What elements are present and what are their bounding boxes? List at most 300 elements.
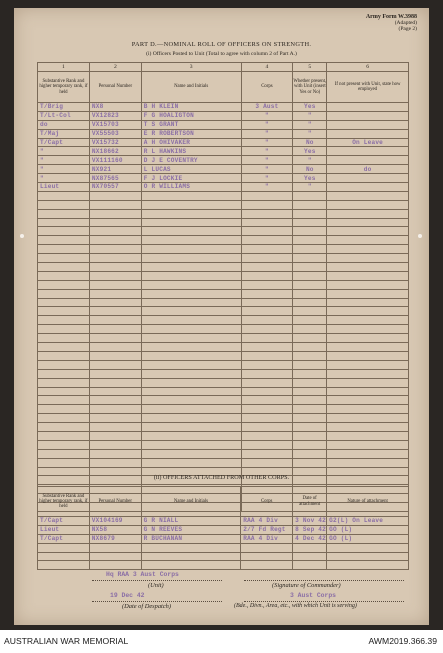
cell-employed (327, 396, 409, 405)
form-number-block (366, 14, 417, 33)
form-page: (Page 2) (398, 26, 417, 33)
cell-present (293, 325, 327, 334)
signature-line (244, 580, 404, 581)
cell-corps: " (241, 129, 293, 138)
cell-present (293, 227, 327, 236)
cell-rank: do (38, 120, 90, 129)
cell-number: VX15703 (89, 120, 141, 129)
cell-name: T S GRANT (141, 120, 241, 129)
cell-number (89, 360, 141, 369)
cell-present (293, 396, 327, 405)
cell-number: NX18662 (89, 147, 141, 156)
cell-rank (38, 360, 90, 369)
table-row (38, 129, 409, 138)
cell-present (293, 289, 327, 298)
cell-corps (241, 209, 293, 218)
column-number-row (38, 63, 409, 72)
cell-corps (241, 254, 293, 263)
cell-present (293, 271, 327, 280)
cell-present: No (293, 138, 327, 147)
attached-officers-table (37, 486, 409, 570)
cell-employed (327, 174, 409, 183)
cell-present (293, 387, 327, 396)
cell-name (141, 343, 241, 352)
table-row (38, 387, 409, 396)
table-row (38, 120, 409, 129)
cell-present (293, 191, 327, 200)
cell-corps (241, 334, 293, 343)
cell-employed (327, 369, 409, 378)
table-row (38, 218, 409, 227)
cell-date (293, 561, 327, 570)
cell-number (89, 552, 141, 561)
cell-number (89, 351, 141, 360)
cell-corps (241, 227, 293, 236)
cell-rank: T/Capt (38, 534, 90, 543)
cell-number (89, 431, 141, 440)
cell-number (89, 387, 141, 396)
cell-name (141, 191, 241, 200)
cell-rank (38, 325, 90, 334)
cell-number (89, 414, 141, 423)
table-row (38, 343, 409, 352)
cell-present (293, 254, 327, 263)
cell-present (293, 245, 327, 254)
cell-employed (327, 200, 409, 209)
cell-rank: " (38, 174, 90, 183)
cell-name (141, 271, 241, 280)
cell-date (293, 543, 327, 552)
cell-rank (38, 289, 90, 298)
cell-number (89, 334, 141, 343)
cell-date: 8 Sep 42 (293, 525, 327, 534)
cell-name (141, 423, 241, 432)
table-row (38, 138, 409, 147)
cell-corps (241, 449, 293, 458)
table-row (38, 431, 409, 440)
table-row (38, 271, 409, 280)
cell-present (293, 440, 327, 449)
cell-corps (241, 200, 293, 209)
table-row (38, 449, 409, 458)
cell-present: No (293, 165, 327, 174)
cell-corps (241, 378, 293, 387)
header-name: Name and Initials (141, 72, 241, 103)
unit-line (92, 580, 222, 581)
cell-rank (38, 343, 90, 352)
cell-present (293, 360, 327, 369)
cell-employed (327, 191, 409, 200)
cell-present (293, 263, 327, 272)
cell-nature (327, 552, 409, 561)
cell-rank: Lieut (38, 525, 90, 534)
cell-name (141, 561, 241, 570)
attached-title: (ii) OFFICERS ATTACHED FROM OTHER CORPS. (153, 474, 290, 481)
cell-rank: Lieut (38, 183, 90, 192)
cell-number (89, 271, 141, 280)
cell-name (141, 543, 241, 552)
cell-employed (327, 289, 409, 298)
cell-corps (241, 431, 293, 440)
cell-rank (38, 431, 90, 440)
table-row (38, 236, 409, 245)
cell-nature (327, 561, 409, 570)
table-row (38, 289, 409, 298)
cell-name (141, 360, 241, 369)
cell-name (141, 387, 241, 396)
cell-number (89, 378, 141, 387)
cell-rank (38, 209, 90, 218)
cell-rank (38, 280, 90, 289)
table-row (38, 191, 409, 200)
cell-corps: " (241, 120, 293, 129)
col-number: 4 (241, 63, 293, 72)
form-title: PART D.—NOMINAL ROLL OF OFFICERS ON STRENGTH. (131, 41, 312, 48)
cell-employed: do (327, 165, 409, 174)
cell-corps (241, 191, 293, 200)
cell-name (141, 458, 241, 467)
table-row (38, 111, 409, 120)
cell-nature (327, 543, 409, 552)
cell-number (89, 307, 141, 316)
cell-employed (327, 147, 409, 156)
cell-present (293, 414, 327, 423)
cell-employed (327, 316, 409, 325)
posted-officers-rows (38, 103, 409, 512)
cell-number (89, 209, 141, 218)
cell-corps (241, 423, 293, 432)
cell-name (141, 209, 241, 218)
cell-nature: GO (L) (327, 534, 409, 543)
cell-rank: T/Maj (38, 129, 90, 138)
cell-corps: " (241, 165, 293, 174)
cell-name: F G HOALIGTON (141, 111, 241, 120)
form-subtitle: (i) Officers Posted to Unit (Total to agree with column 2 of Part A.) (146, 51, 297, 57)
cell-rank (38, 396, 90, 405)
cell-employed (327, 360, 409, 369)
cell-name (141, 378, 241, 387)
cell-number: VX55503 (89, 129, 141, 138)
cell-present (293, 218, 327, 227)
cell-number (89, 343, 141, 352)
cell-number (89, 289, 141, 298)
cell-name (141, 334, 241, 343)
header-personal-number: Personal Number (89, 72, 141, 103)
cell-number (89, 254, 141, 263)
cell-present (293, 351, 327, 360)
despatch-date-value: 19 Dec 42 (110, 592, 145, 599)
cell-rank (38, 298, 90, 307)
cell-rank (38, 271, 90, 280)
army-form-page (14, 8, 429, 625)
cell-name (141, 351, 241, 360)
cell-name: G R NIALL (141, 517, 241, 526)
cell-rank: T/Lt-Col (38, 111, 90, 120)
col-number: 1 (38, 63, 90, 72)
table-row (38, 227, 409, 236)
cell-rank: " (38, 156, 90, 165)
cell-employed (327, 458, 409, 467)
cell-number: VX12823 (89, 111, 141, 120)
cell-corps (241, 271, 293, 280)
cell-employed (327, 120, 409, 129)
cell-name (141, 552, 241, 561)
cell-rank (38, 307, 90, 316)
cell-present (293, 431, 327, 440)
cell-corps (241, 325, 293, 334)
cell-present (293, 307, 327, 316)
cell-rank (38, 561, 90, 570)
cell-name (141, 289, 241, 298)
table-row (38, 245, 409, 254)
cell-number (89, 245, 141, 254)
cell-number: NX58 (89, 525, 141, 534)
cell-present: " (293, 129, 327, 138)
table-row (38, 156, 409, 165)
table-row (38, 423, 409, 432)
cell-corps (241, 396, 293, 405)
cell-present (293, 280, 327, 289)
table-row (38, 209, 409, 218)
table-row (38, 147, 409, 156)
cell-name: L LUCAS (141, 165, 241, 174)
cell-present (293, 405, 327, 414)
cell-name: O R WILLIAMS (141, 183, 241, 192)
cell-employed (327, 263, 409, 272)
cell-rank (38, 405, 90, 414)
cell-name (141, 440, 241, 449)
cell-corps (241, 245, 293, 254)
form-adapted: (Adapted) (394, 20, 417, 27)
form-number: Army Form W.3988 (365, 14, 417, 20)
cell-number (89, 280, 141, 289)
cell-number (89, 200, 141, 209)
cell-corps (241, 289, 293, 298)
cell-rank (38, 254, 90, 263)
table-row (38, 316, 409, 325)
col-number: 6 (327, 63, 409, 72)
cell-present: " (293, 111, 327, 120)
cell-employed (327, 387, 409, 396)
cell-corps (241, 405, 293, 414)
cell-present (293, 343, 327, 352)
cell-rank (38, 378, 90, 387)
cell-rank (38, 440, 90, 449)
cell-number (89, 316, 141, 325)
cell-number (89, 236, 141, 245)
header-date-attachment: Date of attachment (293, 487, 327, 517)
cell-name: R L HAWKINS (141, 147, 241, 156)
col-number: 2 (89, 63, 141, 72)
table-row (38, 307, 409, 316)
cell-rank (38, 351, 90, 360)
punch-hole (418, 234, 422, 238)
cell-employed (327, 280, 409, 289)
cell-number (89, 405, 141, 414)
cell-employed (327, 449, 409, 458)
column-header-row (38, 72, 409, 103)
cell-rank: " (38, 165, 90, 174)
cell-rank: T/Capt (38, 138, 90, 147)
cell-present: " (293, 156, 327, 165)
cell-employed (327, 307, 409, 316)
posted-officers-table (37, 62, 409, 512)
cell-employed (327, 156, 409, 165)
cell-corps (241, 263, 293, 272)
table-row (38, 325, 409, 334)
cell-nature: GO (L) (327, 525, 409, 534)
cell-name (141, 245, 241, 254)
cell-corps (241, 552, 293, 561)
cell-rank (38, 245, 90, 254)
date-label: (Date of Despatch) (122, 603, 171, 610)
cell-name: B H KLEIN (141, 103, 241, 112)
cell-number: VX15732 (89, 138, 141, 147)
cell-rank (38, 552, 90, 561)
cell-number: VX104169 (89, 517, 141, 526)
cell-corps (241, 343, 293, 352)
attached-header-row (38, 487, 409, 517)
cell-employed (327, 227, 409, 236)
cell-corps: " (241, 147, 293, 156)
cell-name (141, 227, 241, 236)
cell-number (89, 191, 141, 200)
cell-present (293, 298, 327, 307)
unit-value: Hq RAA 3 Aust Corps (106, 571, 179, 578)
cell-rank: T/Capt (38, 517, 90, 526)
cell-corps (241, 440, 293, 449)
cell-name (141, 325, 241, 334)
cell-employed (327, 431, 409, 440)
cell-present (293, 334, 327, 343)
table-row (38, 534, 409, 543)
cell-employed (327, 218, 409, 227)
cell-present (293, 236, 327, 245)
cell-present (293, 200, 327, 209)
table-row (38, 263, 409, 272)
cell-date: 4 Dec 42 (293, 534, 327, 543)
cell-rank (38, 423, 90, 432)
table-row (38, 552, 409, 561)
cell-name (141, 396, 241, 405)
cell-present (293, 449, 327, 458)
cell-corps: RAA 4 Div (241, 534, 293, 543)
cell-rank: " (38, 147, 90, 156)
cell-name (141, 369, 241, 378)
table-row (38, 351, 409, 360)
attached-officers-rows (38, 517, 409, 570)
cell-number: NX70557 (89, 183, 141, 192)
table-row (38, 254, 409, 263)
cell-rank (38, 227, 90, 236)
cell-corps (241, 414, 293, 423)
cell-number (89, 561, 141, 570)
date-line (92, 601, 222, 602)
cell-number: NX8 (89, 103, 141, 112)
cell-number (89, 325, 141, 334)
unit-label: (Unit) (148, 582, 164, 589)
cell-number: NX87565 (89, 174, 141, 183)
header-rank: Substantive Rank and higher temporary rank, if held (38, 72, 90, 103)
cell-corps (241, 316, 293, 325)
cell-number (89, 396, 141, 405)
cell-number (89, 449, 141, 458)
cell-date: 3 Nov 42 (293, 517, 327, 526)
cell-name (141, 405, 241, 414)
cell-name (141, 307, 241, 316)
punch-hole (20, 234, 24, 238)
cell-employed (327, 183, 409, 192)
table-row (38, 405, 409, 414)
cell-name: E R ROBERTSON (141, 129, 241, 138)
caption-source: AUSTRALIAN WAR MEMORIAL (4, 636, 129, 646)
cell-employed (327, 334, 409, 343)
table-row (38, 378, 409, 387)
cell-number (89, 298, 141, 307)
cell-number (89, 423, 141, 432)
cell-employed: On Leave (327, 138, 409, 147)
table-row (38, 440, 409, 449)
cell-employed (327, 414, 409, 423)
cell-corps (241, 360, 293, 369)
cell-employed (327, 351, 409, 360)
table-row (38, 525, 409, 534)
cell-number (89, 543, 141, 552)
cell-name (141, 431, 241, 440)
cell-corps (241, 280, 293, 289)
cell-name: A H OHIVAKER (141, 138, 241, 147)
cell-employed (327, 111, 409, 120)
cell-present (293, 316, 327, 325)
cell-number (89, 227, 141, 236)
cell-number: NX921 (89, 165, 141, 174)
table-row (38, 183, 409, 192)
cell-rank (38, 236, 90, 245)
table-row (38, 414, 409, 423)
table-row (38, 360, 409, 369)
cell-employed (327, 298, 409, 307)
cell-name (141, 218, 241, 227)
cell-rank (38, 316, 90, 325)
signature-label: (Signature of Commander) (272, 582, 341, 589)
cell-corps (241, 458, 293, 467)
cell-nature: G2(L) On Leave (327, 517, 409, 526)
cell-corps (241, 298, 293, 307)
cell-number (89, 218, 141, 227)
cell-employed (327, 209, 409, 218)
header-present: Whether present, with Unit (insert Yes or No) (293, 72, 327, 103)
cell-number (89, 369, 141, 378)
table-row (38, 298, 409, 307)
cell-corps (241, 236, 293, 245)
cell-number: NX8679 (89, 534, 141, 543)
table-row (38, 561, 409, 570)
cell-corps: " (241, 138, 293, 147)
col-number: 5 (293, 63, 327, 72)
cell-corps (241, 387, 293, 396)
table-row (38, 280, 409, 289)
table-row (38, 200, 409, 209)
cell-employed (327, 129, 409, 138)
cell-employed (327, 423, 409, 432)
cell-employed (327, 271, 409, 280)
cell-employed (327, 405, 409, 414)
table-row (38, 369, 409, 378)
cell-present (293, 209, 327, 218)
cell-name (141, 280, 241, 289)
cell-corps (241, 351, 293, 360)
cell-employed (327, 245, 409, 254)
